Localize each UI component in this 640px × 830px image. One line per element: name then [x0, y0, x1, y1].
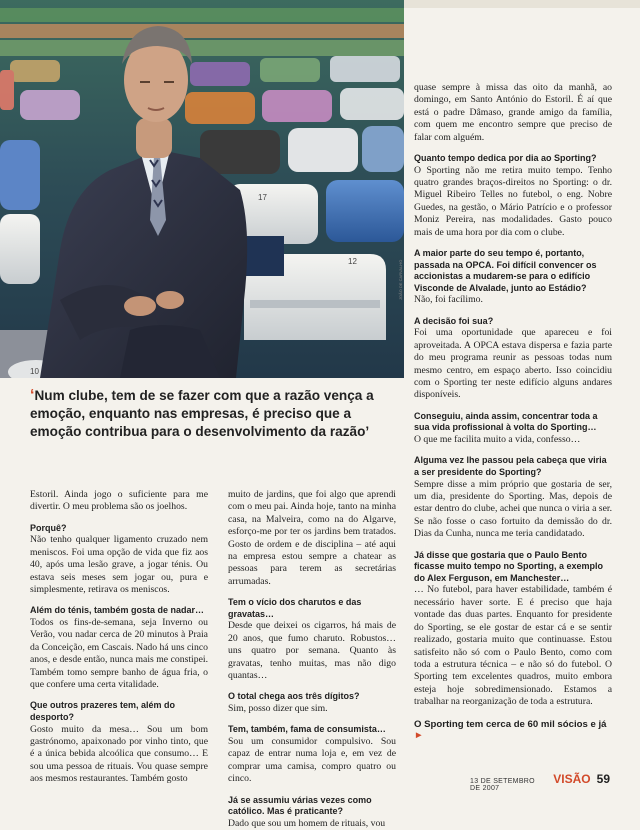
- seat-number: 12: [348, 257, 357, 266]
- answer-paragraph: muito de jardins, que foi algo que aprendi com o meu pai. Ainda hoje, tanto na minha casa, na Malveira, como na do Algarve, esforço-me por ter os jardins bem tratados. Gosto de ordem e de disciplina – até aqui na empresa estou sempre a chatear as pessoas para terem as secretárias arrumadas.: [228, 489, 396, 587]
- answer-paragraph: Sou um consumidor compulsivo. Sou capaz de entrar numa loja e, em vez de comprar uma camisa, compro quatro ou cinco.: [228, 736, 396, 785]
- answer-paragraph: Foi uma oportunidade que apareceu e foi aproveitada. A OPCA estava dispersa e fazia parte do meu programa reunir as pessoas todas num mesmo centro, em espaço aberto. Isso coincidiu com o Sporting ter neste edifício alguns andares disponíveis.: [414, 327, 612, 401]
- page-footer: [470, 772, 610, 792]
- top-margin: [404, 0, 640, 8]
- portrait-photo: [0, 0, 404, 378]
- quote-mark: ‘: [30, 387, 35, 404]
- answer-paragraph: Dado que sou um homem de rituais, vou: [228, 817, 386, 829]
- question-heading: Alguma vez lhe passou pela cabeça que viria a ser presidente do Sporting?: [414, 455, 607, 478]
- column-1: [30, 489, 208, 786]
- question-heading: Já disse que gostaria que o Paulo Bento ficasse muito tempo no Sporting, a exemplo do Alex Ferguson, em Manchester…: [414, 549, 604, 583]
- seat-number: 17: [258, 193, 267, 202]
- issue-date: 13 DE SETEMBRO DE 2007: [470, 778, 535, 792]
- question-heading: Quanto tempo dedica por dia ao Sporting?: [414, 153, 597, 164]
- question-heading: O total chega aos três dígitos?: [228, 691, 360, 702]
- answer-paragraph: Todos os fins-de-semana, seja Inverno ou Verão, vou nadar cerca de 20 minutos à Praia da Conceição, em Cascais. Nado há uns cinco anos, e desde então, nunca mais me constipei. Também tomo sempre banho de água fria, o que confere uma certa vitalidade.: [30, 617, 208, 691]
- page-number: 59: [596, 772, 610, 786]
- continued-question-text: O Sporting tem cerca de 60 mil sócios e já: [414, 718, 607, 730]
- question-heading: Tem o vício dos charutos e das gravatas…: [228, 597, 362, 619]
- question-heading: Porquê?: [30, 522, 67, 533]
- question-heading: A decisão foi sua?: [414, 315, 494, 326]
- answer-paragraph: O Sporting não me retira muito tempo. Tenho quatro grandes braços-direitos no Sporting: o dr. Miguel Ribeiro Telles no futebol, o eng. Nobre Guedes, na gestão, o Mário Patrício e o professor Moniz Pereira, nas modalidades. Gasto pouco mais de uma hora por dia com o clube.: [414, 164, 612, 238]
- question-heading: Tem, também, fama de consumista…: [228, 724, 386, 735]
- column-3: [414, 82, 612, 742]
- answer-paragraph: O que me facilita muito a vida, confesso…: [414, 434, 581, 446]
- pull-quote-text: Num clube, tem de se fazer com que a razão vença a emoção, enquanto nas empresas, é preciso que a emoção contribua para o desenvolvimento da razão’: [30, 388, 374, 439]
- answer-paragraph: … No futebol, para haver estabilidade, também é necessário haver sorte. E é preciso que haja vontade das duas partes. Enquanto for presidente do Sporting, se ele gostar de estar cá e se sentir realizado, gostaria muito que continuasse. Estou satisfeito não só com o Paulo Bento, como com toda a estrutura técnica – e não só do futebol. O Sporting tem excelentes quadros, muito embora esteja hoje sobredimensionado. Estamos a trabalhar na reorganização de toda a estrutura.: [414, 584, 612, 708]
- answer-paragraph: Gosto muito da mesa… Sou um bom gastrónomo, apaixonado por vinho tinto, que é a única bebida alcoólica que consumo… E sou uma pessoa de rituais. Vou quase sempre aos mesmos restaurantes. Também gosto: [30, 723, 208, 785]
- photo-credit: JOÃO DE CARVALHO: [398, 259, 403, 300]
- continued-question: [414, 719, 612, 742]
- question-heading: Que outros prazeres tem, além do desporto?: [30, 700, 176, 723]
- seat-number: 10: [30, 367, 39, 376]
- answer-paragraph: Não, foi facílimo.: [414, 294, 483, 306]
- pull-quote: [30, 387, 400, 441]
- answer-paragraph: Estoril. Ainda jogo o suficiente para me divertir. O meu problema são os joelhos.: [30, 489, 208, 513]
- answer-paragraph: Não tenho qualquer ligamento cruzado nem meniscos. Foi uma opção de vida que fiz aos 40, após uma lesão grave, a jogar ténis. Ou estava seis meses sem jogar ou, pura e simplesmente, retirava os meniscos.: [30, 534, 208, 596]
- magazine-name: VISÃO: [553, 772, 591, 786]
- question-heading: Conseguiu, ainda assim, concentrar toda a sua vida profissional à volta do Sporting…: [414, 410, 598, 433]
- answer-paragraph: Sim, posso dizer que sim.: [228, 703, 328, 715]
- answer-paragraph: Desde que deixei os cigarros, há mais de 20 anos, que fumo charuto. Robustos… uns quatro por semana. Quanto às gravatas, tenho muitas, mas não digo quantas…: [228, 620, 396, 682]
- column-2: [228, 489, 396, 830]
- question-heading: A maior parte do seu tempo é, portanto, passada na OPCA. Foi difícil convencer os accionistas a mudarem-se para o edifício Visconde de Alvalade, junto ao Estádio?: [414, 248, 597, 293]
- answer-paragraph: quase sempre à missa das oito da manhã, ao domingo, em Santo António do Estoril. É aí que está o padre Dâmaso, grande amigo da família, com quem me encontro sempre que preciso de falar com alguém.: [414, 82, 612, 143]
- question-heading: Já se assumiu várias vezes como católico. Mas é praticante?: [228, 794, 372, 817]
- continue-arrow-icon: ►: [414, 730, 424, 742]
- answer-paragraph: Sempre disse a mim próprio que gostaria de ser, um dia, presidente do Sporting. Mas, depois de estar dentro do clube, achei que nunca o viria a ser. Se não fosse o caso fortuito da demissão do dr. Dias da Cunha, nunca me teria candidatado.: [414, 478, 612, 540]
- question-heading: Além do ténis, também gosta de nadar…: [30, 605, 205, 616]
